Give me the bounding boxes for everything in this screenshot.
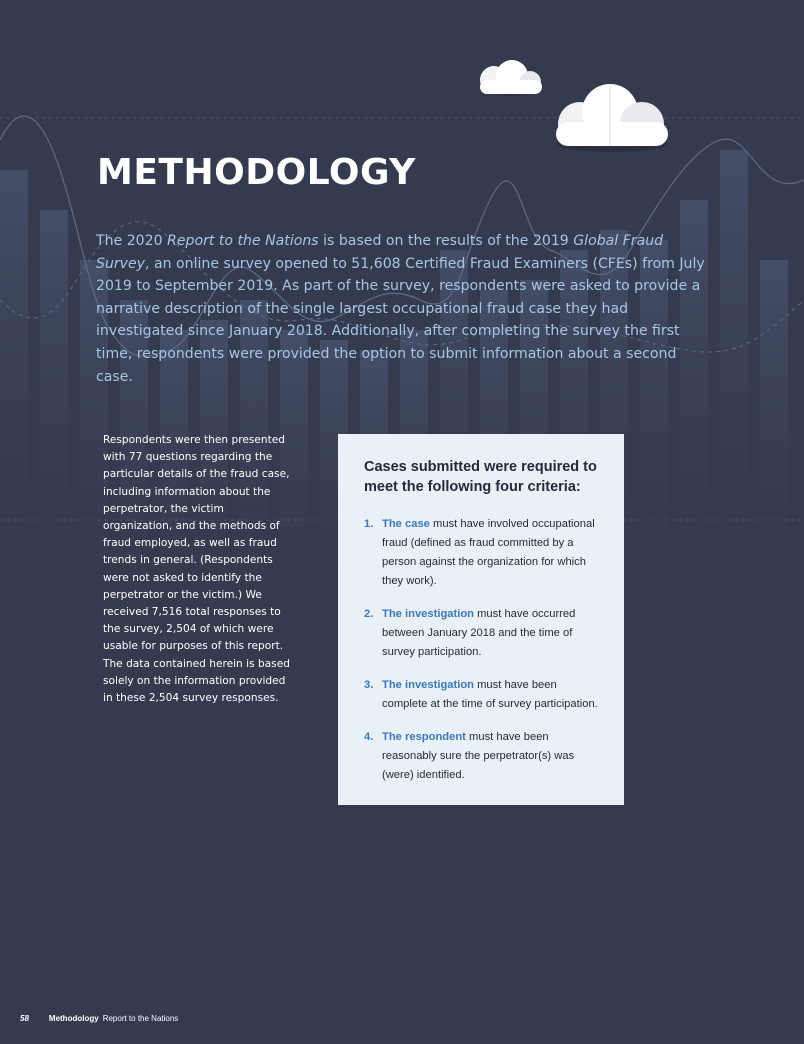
cloud-icon: [556, 84, 668, 152]
survey-title: Global Fraud Survey: [96, 233, 664, 272]
cloud-icon: [480, 60, 542, 96]
page-footer: [20, 1014, 178, 1023]
intro-paragraph: The 2020 Report to the Nations is based on the results of the 2019 Global Fraud Survey, an online survey opened to 51,608 Certified Fraud Examiners (CFEs) from July 2019 to September 2019. As part of the survey, respondents were asked to provide a narrative description of the single largest occupational fraud case they had investigated since January 2018. Additionally, after completing the survey the first time, respondents were provided the option to submit information about a second case.: [96, 233, 705, 385]
footer-doc-title: Report to the Nations: [102, 1014, 179, 1023]
criteria-heading: Cases submitted were required to meet the following four criteria:: [364, 459, 597, 495]
criteria-list: [364, 515, 604, 785]
page-title: METHODOLOGY: [97, 152, 416, 193]
page-number: 58: [20, 1014, 29, 1023]
report-title: Report to the Nations: [167, 233, 319, 249]
criteria-box: [338, 434, 624, 805]
criteria-item: 2. The investigation must have occurred between January 2018 and the time of survey participation.: [364, 608, 576, 658]
criteria-item: 3. The investigation must have been complete at the time of survey participation.: [364, 679, 598, 710]
respondents-paragraph: Respondents were then presented with 77 questions regarding the particular details of the fraud case, including information about the perpetrator, the victim organization, and the methods of fraud employed, as well as fraud trends in general. (Respondents were not asked to identify the perpetrator or the victim.) We received 7,516 total responses to the survey, 2,504 of which were usable for purposes of this report. The data contained herein is based solely on the information provided in these 2,504 survey responses.: [103, 434, 290, 705]
criteria-item: 1. The case must have involved occupational fraud (defined as fraud committed by a person against the organization for which they work).: [364, 518, 595, 587]
footer-section: Methodology: [48, 1014, 99, 1023]
criteria-item: 4. The respondent must have been reasonably sure the perpetrator(s) was (were) identified.: [364, 731, 575, 781]
